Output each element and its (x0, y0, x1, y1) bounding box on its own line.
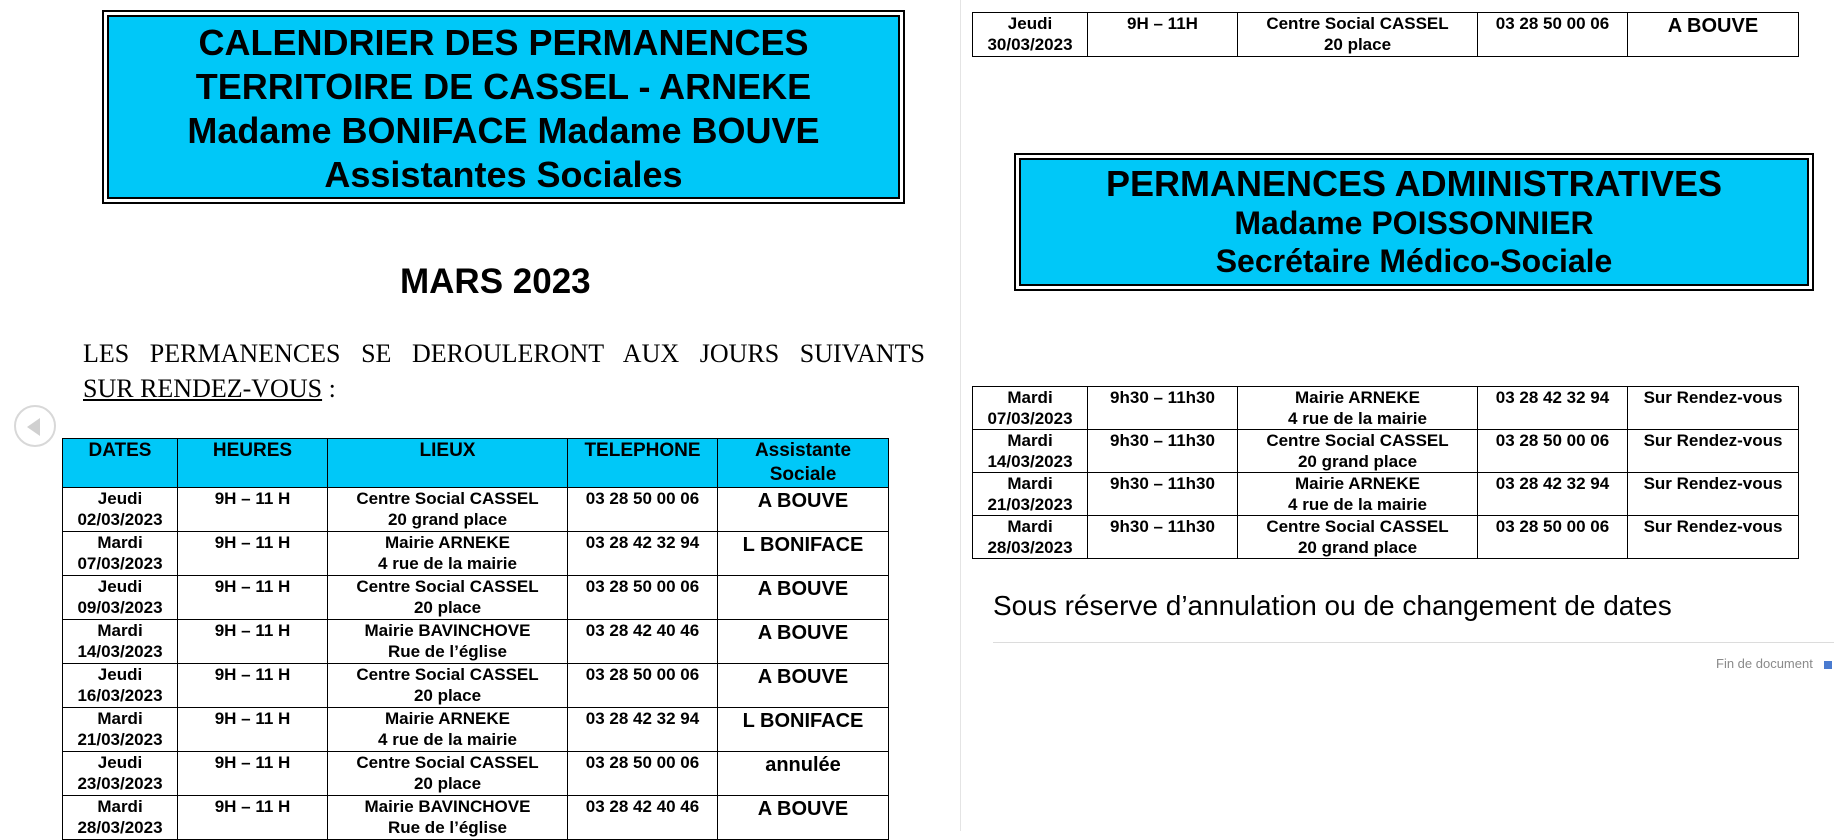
place-text: Centre Social CASSEL (356, 577, 539, 596)
address-text: Rue de l’église (387, 818, 508, 837)
date-cell (63, 576, 178, 620)
assistant-cell: A BOUVE (718, 796, 889, 840)
intro-text (83, 336, 925, 406)
header-assistant: Assistante Sociale (718, 439, 889, 488)
date-text: 28/03/2023 (987, 538, 1073, 557)
place-text: Mairie ARNEKE (1294, 388, 1420, 407)
day-text: Mardi (1007, 517, 1053, 536)
hours-cell: 9h30 – 11h30 (1088, 516, 1238, 559)
date-cell (63, 664, 178, 708)
date-cell (973, 430, 1088, 473)
hours-cell: 9H – 11 H (178, 796, 328, 840)
date-cell (63, 532, 178, 576)
table-row (973, 473, 1799, 516)
date-text: 30/03/2023 (987, 35, 1073, 54)
note-cell: Sur Rendez-vous (1628, 516, 1799, 559)
address-text: 20 place (413, 774, 482, 793)
assistant-cell: A BOUVE (718, 620, 889, 664)
date-text: 02/03/2023 (77, 510, 163, 529)
hours-cell: 9H – 11 H (178, 532, 328, 576)
place-text: Mairie BAVINCHOVE (364, 621, 531, 640)
assistant-cell: A BOUVE (718, 488, 889, 532)
intro-underlined: SUR RENDEZ-VOUS (83, 374, 323, 403)
date-text: 21/03/2023 (987, 495, 1073, 514)
day-text: Jeudi (97, 753, 143, 772)
header-hours: HEURES (178, 439, 328, 488)
phone-cell: 03 28 50 00 06 (568, 576, 718, 620)
place-cell (1238, 430, 1478, 473)
place-cell (1238, 387, 1478, 430)
address-text: 4 rue de la mairie (378, 554, 517, 573)
place-cell (328, 532, 568, 576)
table-row (63, 752, 889, 796)
phone-cell: 03 28 42 32 94 (568, 532, 718, 576)
title-line-1: CALENDRIER DES PERMANENCES (198, 22, 809, 63)
phone-cell: 03 28 50 00 06 (1478, 516, 1628, 559)
page-divider (960, 0, 961, 831)
date-text: 16/03/2023 (77, 686, 163, 705)
schedule-header-row (63, 439, 889, 488)
day-text: Jeudi (97, 577, 143, 596)
place-cell (328, 620, 568, 664)
phone-cell: 03 28 42 32 94 (1478, 387, 1628, 430)
date-text: 07/03/2023 (987, 409, 1073, 428)
assistant-cell: A BOUVE (718, 664, 889, 708)
assistant-cell: L BONIFACE (718, 532, 889, 576)
place-text: Centre Social CASSEL (1266, 517, 1449, 536)
table-row (63, 708, 889, 752)
place-cell (1238, 473, 1478, 516)
header-dates: DATES (63, 439, 178, 488)
address-text: 20 grand place (387, 510, 508, 529)
hours-cell: 9h30 – 11h30 (1088, 387, 1238, 430)
day-text: Mardi (1007, 388, 1053, 407)
month-heading: MARS 2023 (400, 262, 591, 301)
phone-cell: 03 28 50 00 06 (1478, 430, 1628, 473)
note-cell: Sur Rendez-vous (1628, 473, 1799, 516)
date-cell (973, 387, 1088, 430)
address-text: 20 grand place (1297, 452, 1418, 471)
phone-cell: 03 28 50 00 06 (568, 752, 718, 796)
title-line-4: Assistantes Sociales (324, 154, 683, 195)
date-cell (973, 473, 1088, 516)
admin-line-2: Madame POISSONNIER (1234, 205, 1594, 241)
continued-schedule-table (972, 12, 1799, 57)
title-line-3: Madame BONIFACE Madame BOUVE (187, 110, 820, 151)
previous-page-icon[interactable] (14, 405, 56, 447)
table-row (63, 620, 889, 664)
place-cell (328, 752, 568, 796)
day-text: Mardi (97, 797, 143, 816)
date-cell (63, 708, 178, 752)
address-text: 20 grand place (1297, 538, 1418, 557)
place-text: Centre Social CASSEL (356, 489, 539, 508)
hours-cell: 9h30 – 11h30 (1088, 430, 1238, 473)
date-cell (63, 752, 178, 796)
phone-cell: 03 28 50 00 06 (568, 664, 718, 708)
table-row (63, 664, 889, 708)
place-cell (328, 664, 568, 708)
phone-cell: 03 28 42 32 94 (568, 708, 718, 752)
intro-line-1: LES PERMANENCES SE DEROULERONT AUX JOURS SUIVANTS (83, 339, 925, 368)
place-text: Mairie ARNEKE (1294, 474, 1420, 493)
table-row (973, 13, 1799, 57)
table-row (63, 488, 889, 532)
intro-suffix: : (322, 374, 336, 403)
date-text: 23/03/2023 (77, 774, 163, 793)
place-text: Mairie ARNEKE (384, 533, 510, 552)
address-text: 20 place (1323, 35, 1392, 54)
title-line-2: TERRITOIRE DE CASSEL - ARNEKE (195, 66, 812, 107)
end-marker-icon (1824, 661, 1832, 669)
table-row (973, 387, 1799, 430)
place-cell (328, 708, 568, 752)
admin-schedule-table (972, 386, 1799, 559)
place-cell (1238, 13, 1478, 57)
date-text: 14/03/2023 (987, 452, 1073, 471)
assistant-cell: annulée (718, 752, 889, 796)
table-row (973, 516, 1799, 559)
schedule-table (62, 438, 889, 840)
address-text: 20 place (413, 686, 482, 705)
day-text: Mardi (97, 533, 143, 552)
date-cell (63, 620, 178, 664)
phone-cell: 03 28 50 00 06 (568, 488, 718, 532)
hours-cell: 9H – 11 H (178, 752, 328, 796)
header-places: LIEUX (328, 439, 568, 488)
table-row (63, 532, 889, 576)
phone-cell: 03 28 42 40 46 (568, 620, 718, 664)
table-row (63, 576, 889, 620)
assistant-cell: A BOUVE (718, 576, 889, 620)
date-text: 14/03/2023 (77, 642, 163, 661)
place-cell (1238, 516, 1478, 559)
note-cell: Sur Rendez-vous (1628, 430, 1799, 473)
date-text: 28/03/2023 (77, 818, 163, 837)
address-text: Rue de l’église (387, 642, 508, 661)
place-cell (328, 576, 568, 620)
admin-line-1: PERMANENCES ADMINISTRATIVES (1105, 163, 1723, 204)
hours-cell: 9H – 11 H (178, 708, 328, 752)
table-row (973, 430, 1799, 473)
address-text: 20 place (413, 598, 482, 617)
address-text: 4 rue de la mairie (1288, 495, 1427, 514)
phone-cell: 03 28 42 40 46 (568, 796, 718, 840)
end-of-document-label: Fin de document (1716, 656, 1813, 671)
date-cell (973, 516, 1088, 559)
note-cell: Sur Rendez-vous (1628, 387, 1799, 430)
day-text: Mardi (1007, 431, 1053, 450)
hours-cell: 9H – 11 H (178, 664, 328, 708)
day-text: Jeudi (97, 489, 143, 508)
place-text: Centre Social CASSEL (356, 753, 539, 772)
hours-cell: 9h30 – 11h30 (1088, 473, 1238, 516)
date-text: 07/03/2023 (77, 554, 163, 573)
place-cell (328, 488, 568, 532)
assistant-cell: L BONIFACE (718, 708, 889, 752)
date-cell (63, 796, 178, 840)
address-text: 4 rue de la mairie (1288, 409, 1427, 428)
phone-cell: 03 28 42 32 94 (1478, 473, 1628, 516)
place-text: Mairie ARNEKE (384, 709, 510, 728)
hours-cell: 9H – 11 H (178, 488, 328, 532)
hours-cell: 9H – 11 H (178, 620, 328, 664)
day-text: Mardi (97, 621, 143, 640)
date-text: 09/03/2023 (77, 598, 163, 617)
date-cell (973, 13, 1088, 57)
place-text: Centre Social CASSEL (1266, 431, 1449, 450)
place-text: Centre Social CASSEL (1266, 14, 1449, 33)
date-cell (63, 488, 178, 532)
admin-line-3: Secrétaire Médico-Sociale (1215, 243, 1613, 279)
day-text: Jeudi (1007, 14, 1053, 33)
day-text: Mardi (1007, 474, 1053, 493)
table-row (63, 796, 889, 840)
day-text: Jeudi (97, 665, 143, 684)
calendar-title-box (107, 15, 900, 199)
place-cell (328, 796, 568, 840)
reserve-note: Sous réserve d’annulation ou de changement de dates (993, 590, 1672, 621)
assistant-cell: A BOUVE (1628, 13, 1799, 57)
hours-cell: 9H – 11H (1088, 13, 1238, 57)
phone-cell: 03 28 50 00 06 (1478, 13, 1628, 57)
date-text: 21/03/2023 (77, 730, 163, 749)
place-text: Mairie BAVINCHOVE (364, 797, 531, 816)
hours-cell: 9H – 11 H (178, 576, 328, 620)
header-phone: TELEPHONE (568, 439, 718, 488)
address-text: 4 rue de la mairie (378, 730, 517, 749)
place-text: Centre Social CASSEL (356, 665, 539, 684)
end-rule (993, 642, 1834, 643)
admin-title-box (1019, 158, 1809, 286)
day-text: Mardi (97, 709, 143, 728)
